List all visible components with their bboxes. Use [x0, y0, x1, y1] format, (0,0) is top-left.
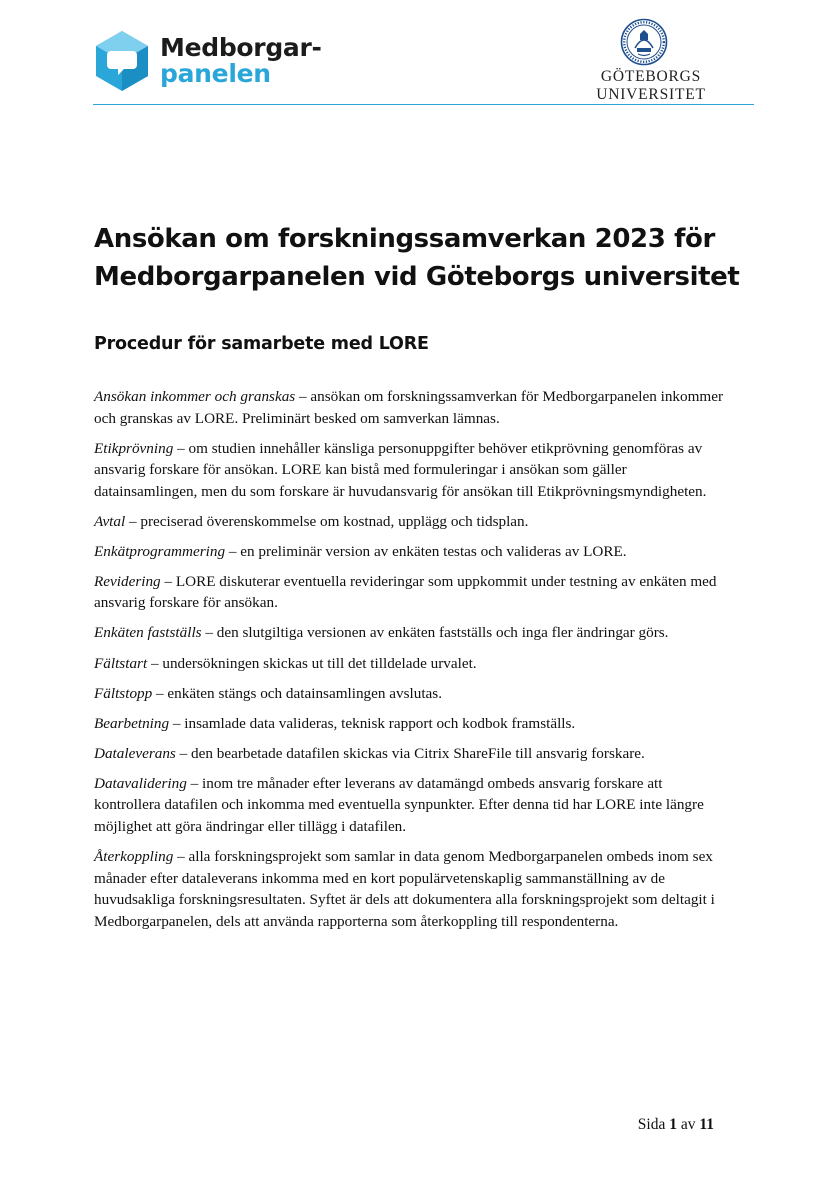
step-term: Avtal	[94, 512, 126, 530]
step-description: – LORE diskuterar eventuella revideringar som uppkommit under testning av enkäten med ansvarig forskare för ansökan.	[94, 572, 717, 612]
hexagon-speech-icon	[93, 29, 151, 93]
step-term: Revidering	[94, 572, 161, 590]
step-description: – ansökan om forskningssamverkan för Medborgarpanelen inkommer och granskas av LORE. Preliminärt besked om samverkan lämnas.	[94, 388, 724, 427]
university-logo	[534, 18, 754, 104]
step-description: – enkäten stängs och datainsamlingen avslutas.	[152, 684, 442, 702]
logo-line-2: panelen	[160, 59, 271, 88]
header-divider	[93, 104, 754, 105]
procedure-step	[94, 622, 724, 644]
section-heading: Procedur för samarbete med LORE	[94, 334, 429, 354]
step-term: Ansökan inkommer och granskas	[94, 388, 296, 405]
page-number	[638, 1116, 714, 1134]
procedure-step	[94, 438, 724, 503]
step-description: – undersökningen skickas ut till det tilldelade urvalet.	[147, 654, 477, 672]
step-description: – om studien innehåller känsliga personuppgifter behöver etikprövning genomföras av ansvarig forskare för ansökan. LORE kan bistå med formuleringar i ansökan som gäller datainsamlingen, men du som forskare är huvudansvarig för ansökan till Etikprövningsmyndigheten.	[94, 439, 707, 500]
procedure-step	[94, 713, 724, 735]
page-current: 1	[669, 1116, 677, 1133]
step-description: – preciserad överenskommelse om kostnad, upplägg och tidsplan.	[125, 512, 529, 530]
step-description: – den slutgiltiga versionen av enkäten fastställs och inga fler ändringar görs.	[201, 624, 669, 642]
procedure-step	[94, 743, 724, 765]
step-description: – inom tre månader efter leverans av datamängd ombeds ansvarig forskare att kontrollera datafilen och inkomma med eventuella synpunkter. Efter denna tid har LORE inte längre möjlighet att göra ändringar eller tillägg i datafilen.	[94, 774, 704, 835]
step-description: – den bearbetade datafilen skickas via Citrix ShareFile till ansvarig forskare.	[175, 744, 645, 762]
step-term: Enkätprogrammering	[94, 542, 226, 560]
procedure-step	[94, 773, 724, 838]
procedure-step	[94, 541, 724, 563]
university-name: GÖTEBORGS UNIVERSITET	[596, 68, 706, 103]
logo-wordmark	[160, 35, 322, 87]
step-term: Datavalidering	[94, 774, 187, 792]
step-term: Fältstart	[94, 654, 148, 672]
university-seal-icon	[620, 18, 668, 66]
procedure-list	[94, 386, 724, 941]
step-term: Fältstopp	[94, 684, 153, 702]
logo-line-1: Medborgar-	[160, 33, 322, 62]
step-term: Dataleverans	[94, 744, 176, 762]
step-description: – alla forskningsprojekt som samlar in data genom Medborgarpanelen ombeds inom sex månader efter dataleverans inkomma med en kort populärvetenskaplig sammanställning av de huvudsakliga forskningsresultaten. Syftet är dels att dokumentera alla forskningsprojekt som deltagit i Medborgarpanelen, dels att använda rapporterna som återkoppling till respondenterna.	[94, 848, 715, 930]
procedure-step	[94, 511, 724, 533]
procedure-step	[94, 386, 724, 429]
page-total: 11	[699, 1116, 714, 1133]
step-term: Bearbetning	[94, 714, 170, 732]
step-term: Enkäten fastställs	[94, 624, 202, 642]
medborgarpanelen-logo	[93, 29, 322, 93]
page-header	[93, 26, 754, 106]
procedure-step	[94, 653, 724, 675]
step-term: Återkoppling	[94, 848, 174, 866]
procedure-step	[94, 683, 724, 705]
procedure-step	[94, 571, 724, 614]
step-description: – en preliminär version av enkäten testas och valideras av LORE.	[225, 542, 627, 560]
step-term: Etikprövning	[94, 439, 174, 457]
procedure-step	[94, 846, 724, 932]
document-title: Ansökan om forskningssamverkan 2023 för Medborgarpanelen vid Göteborgs universitet	[94, 224, 740, 292]
step-description: – insamlade data valideras, teknisk rapport och kodbok framställs.	[169, 714, 576, 732]
page-middle: av	[676, 1116, 700, 1133]
page-prefix: Sida	[637, 1116, 670, 1133]
